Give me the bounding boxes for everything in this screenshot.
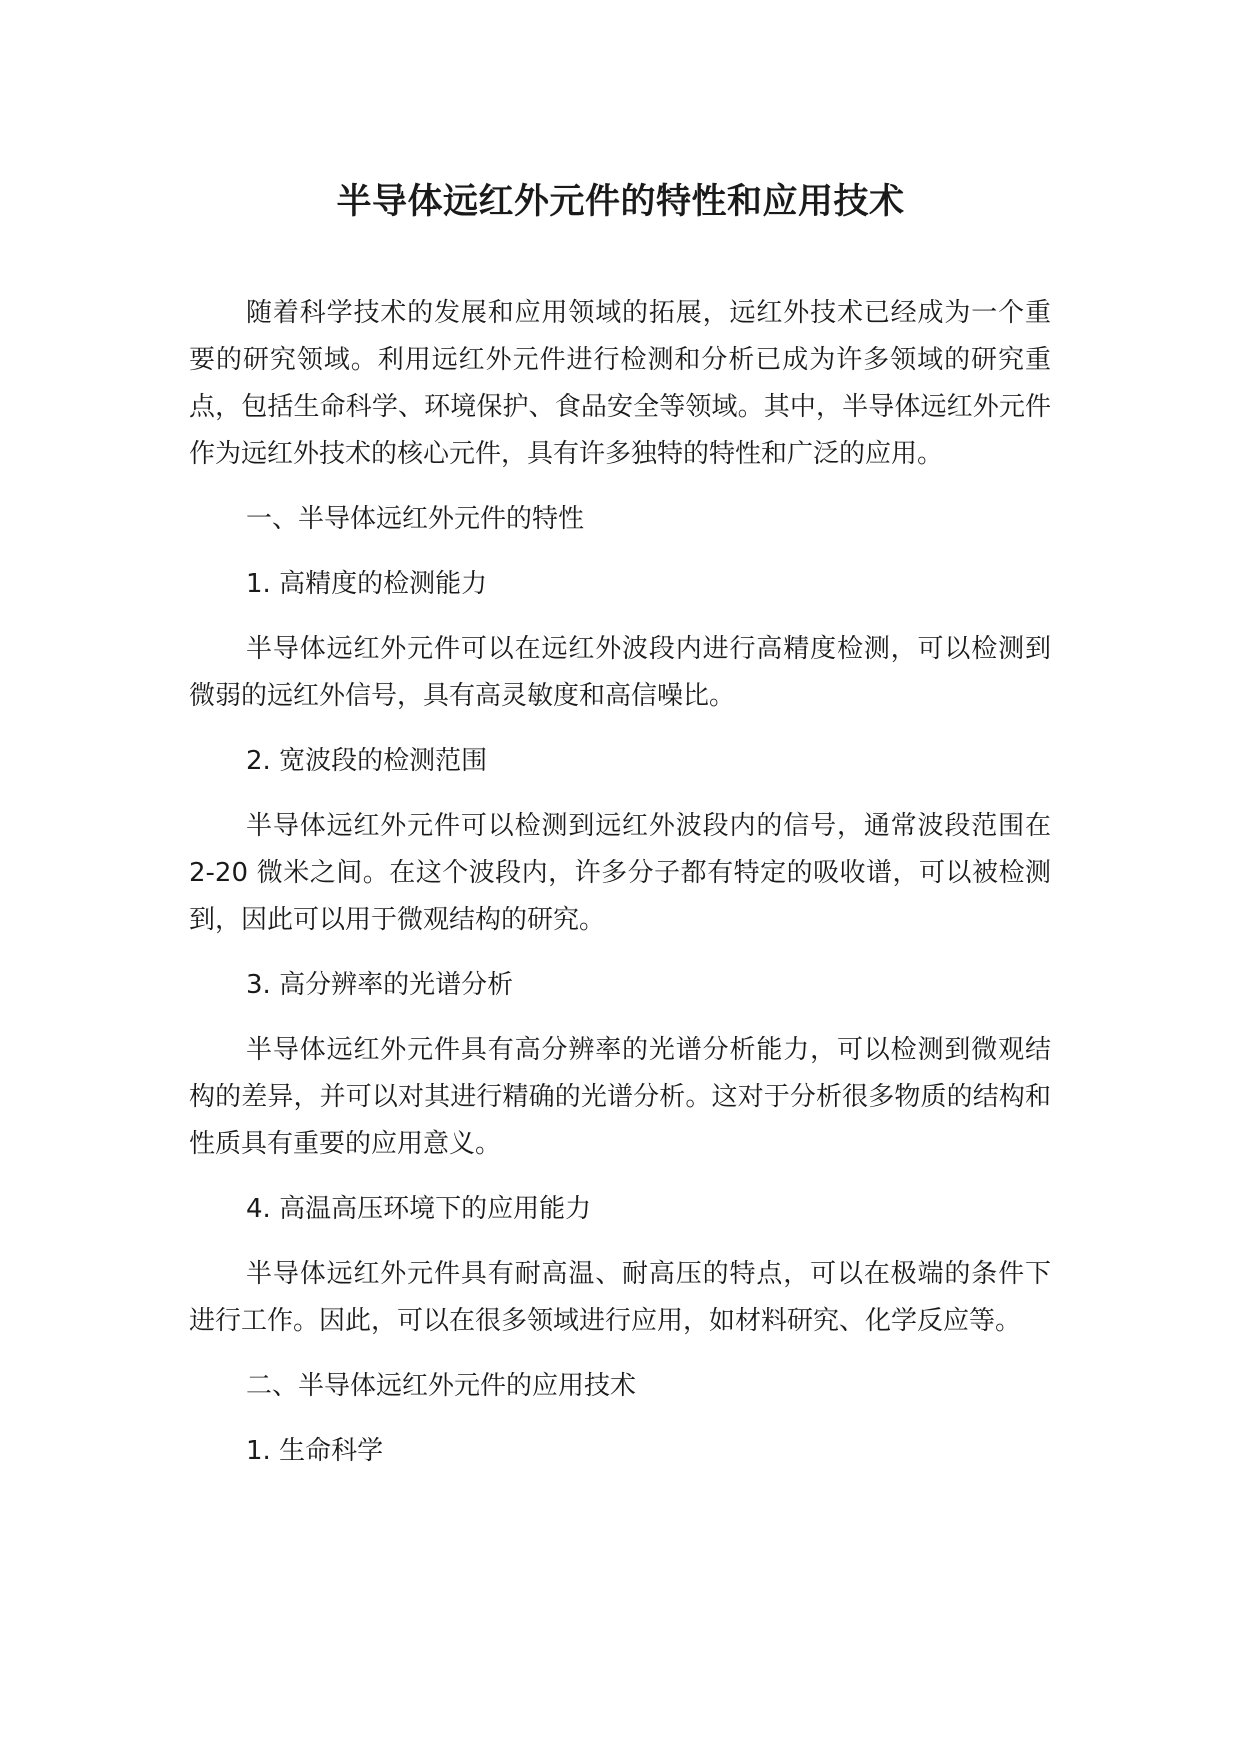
item-2-1-heading: 1. 生命科学 xyxy=(246,1436,384,1466)
item-1-1-text: 半导体远红外元件可以在远红外波段内进行高精度检测，可以检测到微弱的远红外信号，具有高灵敏度和高信噪比。 xyxy=(189,634,1051,711)
item-1-1-heading: 1. 高精度的检测能力 xyxy=(246,569,488,599)
item-1-3-heading: 3. 高分辨率的光谱分析 xyxy=(246,970,514,1000)
document-title: 半导体远红外元件的特性和应用技术 xyxy=(336,182,905,222)
intro-paragraph: 随着科学技术的发展和应用领域的拓展，远红外技术已经成为一个重要的研究领域。利用远红外元件进行检测和分析已成为许多领域的研究重点，包括生命科学、环境保护、食品安全等领域。其中，半导体远红外元件作为远红外技术的核心元件，具有许多独特的特性和广泛的应用。 xyxy=(189,298,1051,469)
item-1-3-text: 半导体远红外元件具有高分辨率的光谱分析能力，可以检测到微观结构的差异，并可以对其进行精确的光谱分析。这对于分析很多物质的结构和性质具有重要的应用意义。 xyxy=(189,1035,1051,1159)
item-1-4-text: 半导体远红外元件具有耐高温、耐高压的特点，可以在极端的条件下进行工作。因此，可以在很多领域进行应用，如材料研究、化学反应等。 xyxy=(189,1259,1051,1336)
document-body xyxy=(189,290,1051,1475)
section-2-heading: 二、半导体远红外元件的应用技术 xyxy=(246,1371,637,1401)
item-1-4-heading: 4. 高温高压环境下的应用能力 xyxy=(246,1194,592,1224)
item-1-2-text: 半导体远红外元件可以检测到远红外波段内的信号，通常波段范围在 2-20 微米之间。在这个波段内，许多分子都有特定的吸收谱，可以被检测到，因此可以用于微观结构的研究。 xyxy=(189,811,1051,935)
section-1-heading: 一、半导体远红外元件的特性 xyxy=(246,504,585,534)
item-1-2-heading: 2. 宽波段的检测范围 xyxy=(246,746,488,776)
